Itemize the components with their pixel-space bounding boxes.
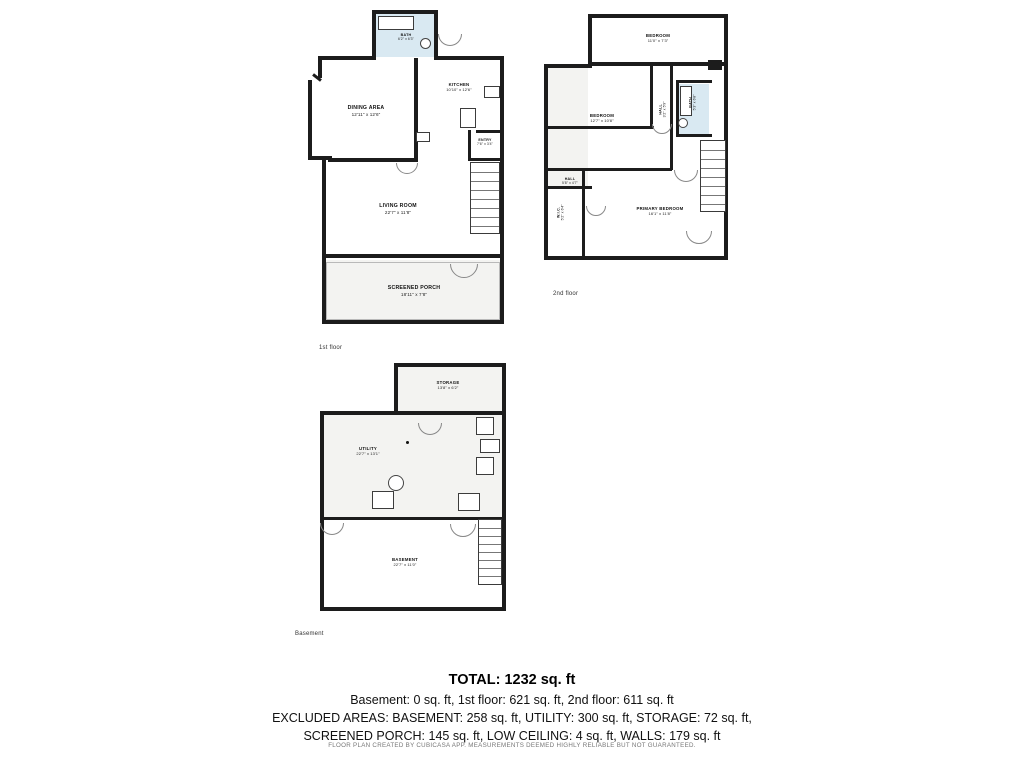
water-heater-icon <box>388 475 404 491</box>
total-area: TOTAL: 1232 sq. ft <box>448 672 576 688</box>
room-label-hall: HALL 5'8" x 4'7" <box>562 177 578 186</box>
room-label-bath-second: BATH 5'3" x 6'8" <box>688 94 698 111</box>
staircase-basement <box>478 519 502 585</box>
excluded-areas-line-1: EXCLUDED AREAS: BASEMENT: 258 sq. ft, UTILITY: 300 sq. ft, STORAGE: 72 sq. ft, <box>272 711 752 726</box>
room-label-basement: BASEMENT 22'7" x 11'0" <box>391 557 419 568</box>
room-label-utility: UTILITY 22'7" x 13'1" <box>356 446 380 457</box>
room-label-bedroom-top: BEDROOM 11'0" x 7'3" <box>645 33 671 44</box>
floor-caption-second: 2nd floor <box>553 291 579 297</box>
room-label-wic: W.I.C. 5'2" x 6'4" <box>556 204 566 221</box>
room-label-living-room: LIVING ROOM 22'7" x 11'8" <box>379 203 417 215</box>
door-arc <box>438 22 462 46</box>
utility-unit <box>458 493 480 511</box>
floor-caption-first: 1st floor <box>319 345 343 351</box>
area-summary <box>0 672 1024 745</box>
kitchen-stove <box>460 108 476 128</box>
room-label-screened-porch: SCREENED PORCH 18'11" x 7'8" <box>387 285 441 297</box>
floor-caption-basement: Basement <box>295 631 324 637</box>
toilet-icon <box>678 118 688 128</box>
utility-unit <box>372 491 394 509</box>
utility-unit <box>480 439 500 453</box>
disclaimer-text: FLOOR PLAN CREATED BY CUBICASA APP. MEASUREMENTS DEEMED HIGHLY RELIABLE BUT NOT GUARANTEED. <box>328 742 696 749</box>
excluded-areas-line-2: SCREENED PORCH: 145 sq. ft, LOW CEILING: 4 sq. ft, WALLS: 179 sq. ft <box>303 729 721 744</box>
room-label-dining-area: DINING AREA 12'11" x 12'6" <box>347 105 385 117</box>
per-floor-areas: Basement: 0 sq. ft, 1st floor: 621 sq. ft, 2nd floor: 611 sq. ft <box>350 693 674 707</box>
room-label-storage: STORAGE 13'8" x 6'2" <box>436 380 460 391</box>
floor-drain-icon <box>406 441 409 444</box>
room-label-primary-bedroom: PRIMARY BEDROOM 16'1" x 11'8" <box>636 206 684 217</box>
room-label-kitchen: KITCHEN 10'10" x 12'6" <box>446 82 472 93</box>
first-floor-plan <box>300 0 515 355</box>
bathtub <box>378 16 414 30</box>
room-label-bath: BATH 6'2" x 6'3" <box>398 33 414 42</box>
second-floor-plan <box>540 0 740 300</box>
room-label-entry: ENTRY 7'6" x 3'4" <box>477 138 493 147</box>
staircase-first-floor <box>470 162 500 234</box>
room-label-bedroom-left: BEDROOM 12'7" x 10'8" <box>589 113 615 124</box>
kitchen-sink <box>416 132 430 142</box>
room-label-hall-upper: HALL 3'2" x 5'9" <box>658 101 668 118</box>
utility-unit <box>476 417 494 435</box>
basement-plan <box>300 355 520 620</box>
staircase-second-floor <box>700 140 726 212</box>
utility-unit <box>476 457 494 475</box>
